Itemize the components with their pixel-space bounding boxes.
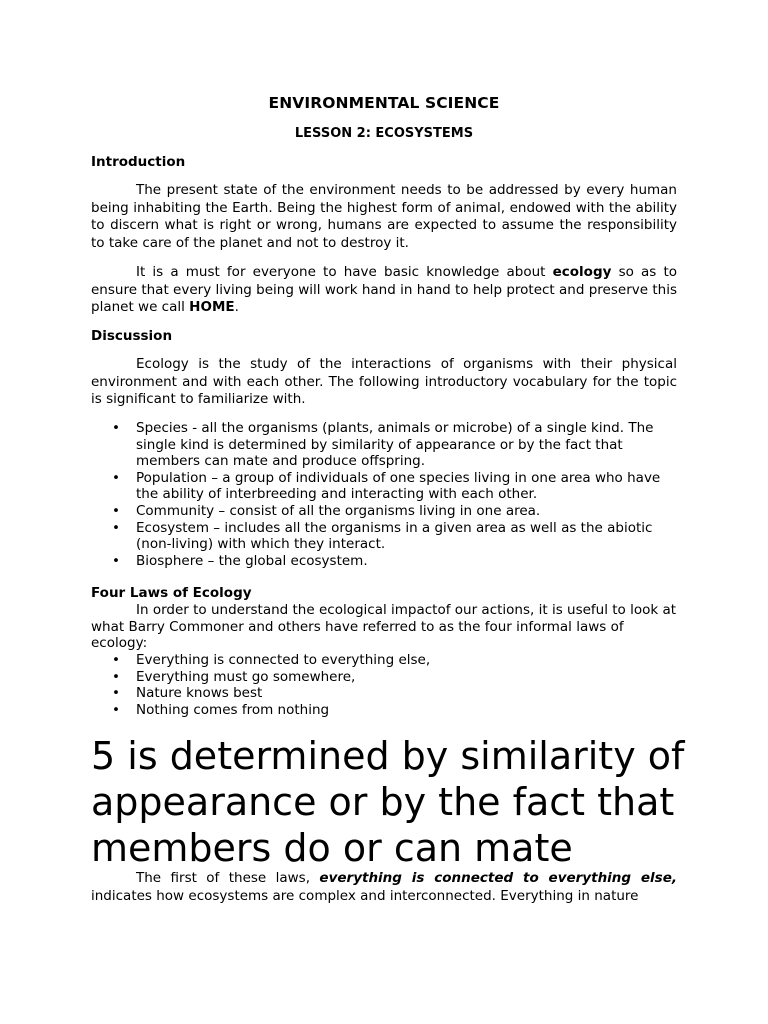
introduction-paragraph-2	[91, 264, 677, 317]
text-run: It is a must for everyone to have basic knowledge about	[136, 264, 553, 280]
introduction-heading: Introduction	[91, 154, 186, 170]
bullet-icon: •	[112, 701, 120, 718]
list-item	[91, 702, 677, 719]
bullet-icon: •	[112, 685, 120, 702]
list-item-text: Community – consist of all the organisms living in one area.	[136, 502, 541, 519]
introduction-paragraph-1: The present state of the environment needs to be addressed by every human being inhabiting the Earth. Being the highest form of animal, endowed with the ability to discern what is right or wrong, humans are expected to assume the responsibility to take care of the planet and not to destroy it.	[91, 182, 677, 251]
bullet-icon: •	[112, 502, 120, 519]
bullet-icon: •	[112, 652, 120, 668]
list-item-text: Everything must go somewhere,	[136, 668, 356, 685]
four-laws-list	[91, 652, 677, 718]
bullet-icon: •	[112, 552, 120, 569]
first-law-emphasis: everything is connected to everything else,	[319, 870, 677, 886]
list-item-text: Population – a group of individuals of one species living in one area who have the ability of interbreeding and interacting with each other.	[136, 469, 661, 503]
vocabulary-list	[91, 420, 677, 569]
list-item-text: Nothing comes from nothing	[136, 701, 330, 718]
bullet-icon: •	[112, 668, 120, 685]
bullet-icon: •	[112, 469, 120, 486]
four-laws-paragraph: In order to understand the ecological impactof our actions, it is useful to look at what Barry Commoner and others have referred to as the four informal laws of ecology:	[91, 602, 677, 652]
document-title: ENVIRONMENTAL SCIENCE	[268, 94, 500, 112]
list-item	[91, 652, 677, 669]
list-item	[91, 669, 677, 686]
bullet-icon: •	[112, 420, 120, 436]
four-laws-heading: Four Laws of Ecology	[91, 585, 252, 601]
ecology-term: ecology	[552, 264, 612, 280]
list-item	[91, 420, 677, 470]
first-law-paragraph	[91, 870, 677, 905]
list-item	[91, 685, 677, 702]
list-item	[91, 553, 677, 570]
list-item	[91, 503, 677, 520]
home-term: HOME	[189, 299, 235, 316]
bullet-icon: •	[112, 519, 120, 536]
discussion-heading: Discussion	[91, 328, 173, 344]
list-item-text: Nature knows best	[136, 685, 263, 702]
text-run: indicates how ecosystems are complex and interconnected. Everything in nature	[91, 887, 639, 904]
list-item-text: Species - all the organisms (plants, animals or microbe) of a single kind. The single kind is determined by similarity of appearance or by the fact that members can mate and produce offspring.	[136, 420, 654, 470]
list-item-text: Biosphere – the global ecosystem.	[136, 552, 368, 569]
text-run: so as to ensure that every living being will work hand in hand to help protect and preserve this planet we call	[91, 264, 677, 316]
list-item-text: Everything is connected to everything else,	[136, 652, 431, 668]
list-item	[91, 520, 677, 553]
large-overlay-text: 5 is determined by similarity of appearance or by the fact that members do or can mate	[91, 734, 685, 870]
discussion-paragraph: Ecology is the study of the interactions of organisms with their physical environment and with each other. The following introductory vocabulary for the topic is significant to familiarize with.	[91, 356, 677, 408]
list-item-text: Ecosystem – includes all the organisms in a given area as well as the abiotic (non-living) with which they interact.	[136, 519, 653, 553]
list-item	[91, 470, 677, 503]
text-run: .	[234, 299, 239, 316]
lesson-subtitle: LESSON 2: ECOSYSTEMS	[294, 126, 474, 141]
text-run: The first of these laws,	[136, 870, 320, 886]
